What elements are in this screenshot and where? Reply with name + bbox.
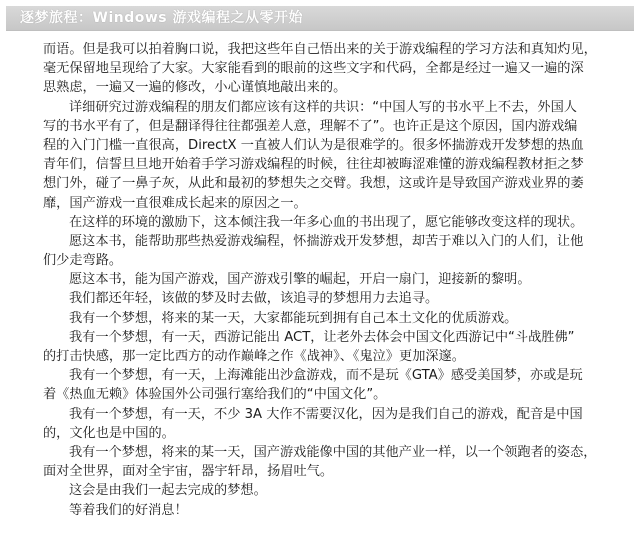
text-line: 的打击快感，那一定比西方的动作巅峰之作《战神》、《鬼泣》更加深邃。 (43, 349, 465, 364)
text-line: 程的入门门槛一直很高，DirectX 一直被人们认为是很难学的。很多怀揣游戏开发梦想的热血 (43, 137, 584, 153)
text-line: 我有一个梦想，有一天，不少 3A 大作不需要汉化，因为是我们自己的游戏，配音是中国 (69, 406, 583, 422)
text-line: 我们都还年轻，该做的梦及时去做，该追寻的梦想用力去追寻。 (69, 291, 439, 307)
text-line: 在这样的环境的激励下，这本倾注我一年多心血的书出现了，愿它能够改变这样的现状。 (69, 214, 584, 230)
text-line: 我有一个梦想，将来的某一天，国产游戏能像中国的其他产业一样，以一个领跑者的姿态， (69, 444, 597, 460)
text-line: 思熟虑，一遍又一遍的修改，小心谨慎地敲出来的。 (43, 80, 347, 96)
text-line: 着《热血无赖》体验国外公司强行塞给我们的“中国文化”。 (43, 387, 387, 403)
text-line: 愿这本书，能帮助那些热爱游戏编程，怀揣游戏开发梦想，却苦于难以入门的人们，让他 (69, 233, 584, 249)
chapter-header-bar (6, 6, 634, 31)
text-line: 想门外，碰了一鼻子灰，从此和最初的梦想失之交臂。我想，这或许是导致国产游戏业界的萎 (43, 176, 584, 192)
text-line: 的，文化也是中国的。 (43, 425, 175, 441)
text-line: 这会是由我们一起去完成的梦想。 (69, 483, 267, 499)
text-line: 面对全世界，面对全宇宙，器宇轩昂，扬眉吐气。 (43, 464, 334, 480)
chapter-header-title: 逐梦旅程：Windows 游戏编程之从零开始 (20, 10, 303, 26)
text-line: 我有一个梦想，有一天，西游记能出 ACT，让老外去体会中国文化西游记中“斗战胜佛” (69, 329, 575, 345)
text-line: 我有一个梦想，有一天，上海滩能出沙盒游戏，而不是玩《GTA》感受美国梦，亦或是玩 (69, 368, 583, 384)
text-line: 们少走弯路。 (43, 253, 123, 269)
text-line: 写的书水平有了，但是翻译得往往都强差人意，理解不了”。也许正是这个原因，国内游戏编 (43, 118, 578, 134)
text-line: 而语。但是我可以拍着胸口说，我把这些年自己悟出来的关于游戏编程的学习方法和真知灼见， (43, 42, 597, 57)
text-line: 我有一个梦想，将来的某一天，大家都能玩到拥有自己本土文化的优质游戏。 (69, 310, 518, 326)
text-line: 毫无保留地呈现给了大家。大家能看到的眼前的这些文字和代码，全都是经过一遍又一遍的深 (43, 61, 584, 77)
body-text (43, 40, 603, 520)
text-line: 靡，国产游戏一直很难成长起来的原因之一。 (43, 195, 307, 211)
text-line: 详细研究过游戏编程的朋友们都应该有这样的共识：“中国人写的书水平上不去，外国人 (69, 99, 577, 115)
text-line: 等着我们的好消息！ (69, 502, 188, 518)
text-line: 青年们，信誓旦旦地开始着手学习游戏编程的时候，往往却被晦涩难懂的游戏编程教材拒之梦 (43, 157, 584, 173)
text-line: 愿这本书，能为国产游戏，国产游戏引擎的崛起，开启一扇门，迎接新的黎明。 (69, 272, 531, 288)
